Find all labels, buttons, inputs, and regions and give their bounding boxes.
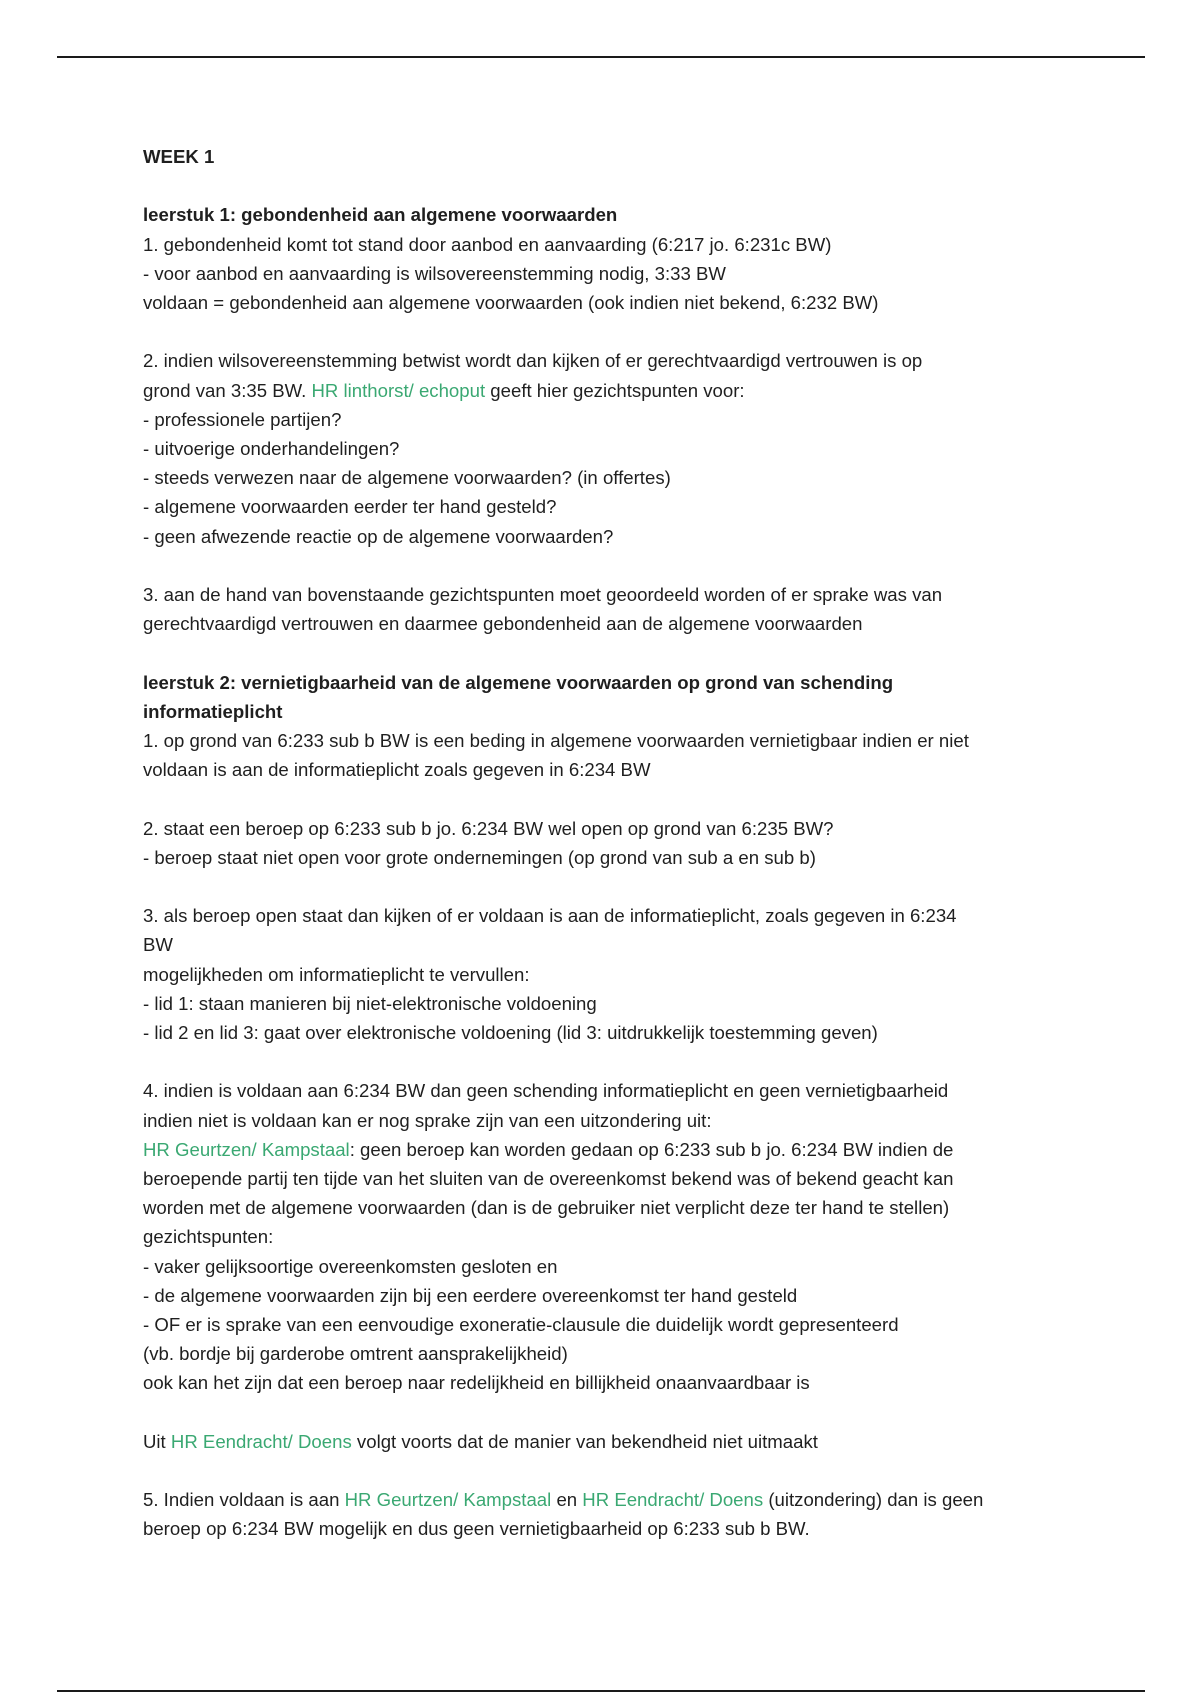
page-title: WEEK 1 — [143, 146, 215, 167]
text-line: 4. indien is voldaan aan 6:234 BW dan geen schending informatieplicht en geen vernietigbaarheid — [143, 1080, 949, 1102]
text-line: - uitvoerige onderhandelingen? — [143, 438, 400, 459]
text-line: - vaker gelijksoortige overeenkomsten gesloten en — [143, 1255, 558, 1277]
spacer — [143, 171, 1073, 200]
text-line: BW — [143, 934, 173, 956]
section-2-heading-cont: informatieplicht — [143, 700, 283, 722]
case-reference: HR linthorst/ echoput — [311, 379, 486, 401]
spacer — [143, 1047, 1073, 1076]
text-run: geeft hier gezichtspunten voor: — [485, 379, 745, 401]
text-line — [143, 1485, 1073, 1514]
text-line: - beroep staat niet open voor grote ondernemingen (op grond van sub a en sub b) — [143, 846, 816, 868]
text-line: indien niet is voldaan kan er nog sprake zijn van een uitzondering uit: — [143, 1109, 712, 1131]
text-line: - algemene voorwaarden eerder ter hand gesteld? — [143, 496, 557, 518]
text-run: : geen beroep kan worden gedaan op 6:233 sub b jo. 6:234 BW indien de — [349, 1138, 954, 1160]
text-line: - steeds verwezen naar de algemene voorwaarden? (in offertes) — [143, 467, 671, 489]
section-1-heading: leerstuk 1: gebondenheid aan algemene voorwaarden — [143, 204, 618, 226]
text-run: 5. Indien voldaan is aan — [143, 1489, 345, 1511]
text-line: mogelijkheden om informatieplicht te vervullen: — [143, 963, 530, 985]
spacer — [143, 638, 1073, 667]
text-line: beroep op 6:234 BW mogelijk en dus geen vernietigbaarheid op 6:233 sub b BW. — [143, 1518, 810, 1540]
text-line: - geen afwezende reactie op de algemene voorwaarden? — [143, 525, 614, 547]
text-line: 3. aan de hand van bovenstaande gezichtspunten moet geoordeeld worden of er sprake was van — [143, 584, 943, 605]
text-run: volgt voorts dat de manier van bekendheid niet uitmaakt — [351, 1430, 818, 1452]
spacer — [143, 1398, 1073, 1427]
text-line: - de algemene voorwaarden zijn bij een eerdere overeenkomst ter hand gesteld — [143, 1284, 798, 1306]
text-line: 3. als beroep open staat dan kijken of er voldaan is aan de informatieplicht, zoals gegeven in 6:234 — [143, 905, 957, 927]
text-run: en — [551, 1489, 583, 1511]
text-run: (uitzondering) dan is geen — [763, 1489, 984, 1511]
text-run: Uit — [143, 1430, 171, 1452]
text-line: gerechtvaardigd vertrouwen en daarmee gebondenheid aan de algemene voorwaarden — [143, 613, 863, 635]
text-line: 1. gebondenheid komt tot stand door aanbod en aanvaarding (6:217 jo. 6:231c BW) — [143, 233, 832, 255]
text-line: 2. staat een beroep op 6:233 sub b jo. 6:234 BW wel open op grond van 6:235 BW? — [143, 817, 834, 839]
text-line — [143, 1135, 1073, 1164]
text-line: - professionele partijen? — [143, 408, 342, 430]
spacer — [143, 784, 1073, 813]
case-reference: HR Geurtzen/ Kampstaal — [344, 1489, 552, 1511]
spacer — [143, 317, 1073, 346]
text-line: voldaan = gebondenheid aan algemene voorwaarden (ook indien niet bekend, 6:232 BW) — [143, 292, 879, 313]
text-line: beroepende partij ten tijde van het sluiten van de overeenkomst bekend was of bekend geacht kan — [143, 1168, 954, 1189]
text-line: 1. op grond van 6:233 sub b BW is een beding in algemene voorwaarden vernietigbaar indien er niet — [143, 730, 969, 751]
text-line: ook kan het zijn dat een beroep naar redelijkheid en billijkheid onaanvaardbaar is — [143, 1372, 810, 1394]
text-line: - OF er is sprake van een eenvoudige exoneratie-clausule die duidelijk wordt gepresenteerd — [143, 1314, 899, 1336]
text-line: worden met de algemene voorwaarden (dan is de gebruiker niet verplicht deze ter hand te stellen) — [143, 1197, 950, 1219]
text-line: (vb. bordje bij garderobe omtrent aansprakelijkheid) — [143, 1343, 568, 1365]
case-reference: HR Eendracht/ Doens — [170, 1430, 352, 1452]
text-line: 2. indien wilsovereenstemming betwist wordt dan kijken of er gerechtvaardigd vertrouwen is op — [143, 350, 923, 372]
case-reference: HR Geurtzen/ Kampstaal — [143, 1138, 350, 1160]
spacer — [143, 872, 1073, 901]
text-line: - voor aanbod en aanvaarding is wilsovereenstemming nodig, 3:33 BW — [143, 262, 726, 284]
spacer — [143, 551, 1073, 580]
case-reference: HR Eendracht/ Doens — [582, 1489, 764, 1511]
text-line: - lid 2 en lid 3: gaat over elektronische voldoening (lid 3: uitdrukkelijk toestemming geven) — [143, 1022, 878, 1043]
text-line: - lid 1: staan manieren bij niet-elektronische voldoening — [143, 992, 597, 1014]
text-line — [143, 1427, 1073, 1456]
bottom-rule — [57, 1690, 1145, 1692]
text-line: voldaan is aan de informatieplicht zoals gegeven in 6:234 BW — [143, 759, 651, 781]
text-line: gezichtspunten: — [143, 1226, 274, 1248]
document-body — [143, 142, 1073, 1544]
top-rule — [57, 56, 1145, 58]
text-run: grond van 3:35 BW. — [143, 379, 312, 401]
text-line — [143, 376, 1073, 405]
section-2-heading: leerstuk 2: vernietigbaarheid van de algemene voorwaarden op grond van schending — [143, 671, 894, 693]
spacer — [143, 1456, 1073, 1485]
